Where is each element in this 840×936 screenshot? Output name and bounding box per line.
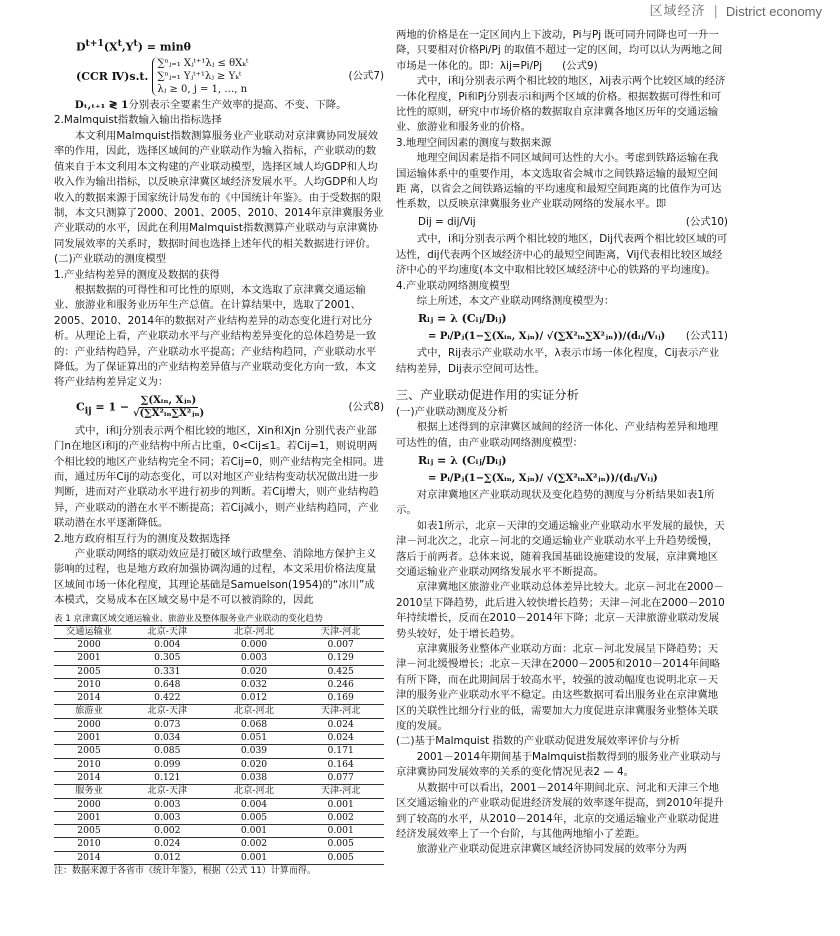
- section-3-paragraph-8: 旅游业产业联动促进京津冀区域经济协同发展的效率分为两: [416, 843, 687, 856]
- left-column: [54, 28, 384, 877]
- table-1-value-cell: 0.129: [297, 652, 384, 665]
- table-1-row: [54, 652, 384, 665]
- equation-11-line-2: [396, 329, 728, 344]
- table-1-body: [54, 625, 384, 864]
- table-1-value-cell: 0.001: [297, 798, 384, 811]
- table-1-header-row: [54, 705, 384, 718]
- equation-11-explanation: 式中，Rij表示产业联动水平，λ表示市场一体化程度，Cij表示产业结构差异，Dij表示空间可达性。: [396, 347, 720, 375]
- equation-7-constraints: [54, 57, 248, 96]
- table-1-value-cell: 0.002: [297, 811, 384, 824]
- table-1-value-cell: 0.024: [124, 838, 211, 851]
- table-1-row: [54, 745, 384, 758]
- subsection-3-paragraph: 地理空间因素是指不同区域间可达性的大小。考虑到铁路运输在我国运输体系中的重要作用，本文选取省会城市之间铁路运输的最短空间距 离，以省会之间铁路运输的平均速度和最短空间距离的比值作为可达性系数，以反映京津冀服务业产业联动网络的发展水平。即: [396, 152, 722, 211]
- section-3-sub-1-title: (一)产业联动测度及分析: [396, 405, 509, 418]
- table-1-value-cell: 0.425: [297, 665, 384, 678]
- right-column: [396, 28, 728, 858]
- table-1-year-cell: 2000: [54, 638, 124, 651]
- subsection-4-title: 4.产业联动网络测度模型: [396, 279, 510, 292]
- constraint-3: λⱼ ≥ 0, j = 1, …, n: [157, 84, 248, 96]
- eq11-line-2: = Pᵢ/Pⱼ(1−∑(Xᵢₙ, Xⱼₙ)/ √(∑X²ᵢₙ∑X²ⱼₙ))/(dᵢⱼ/Vᵢⱼ): [428, 330, 666, 342]
- table-1-note: 注：数据来源于各省市《统计年鉴》，根据（公式 11）计算而得。: [54, 866, 316, 876]
- table-1-value-cell: 0.001: [211, 825, 298, 838]
- table-1-value-cell: 0.004: [124, 638, 211, 651]
- table-1-row: [54, 771, 384, 784]
- eq7-symbol: D: [76, 40, 86, 54]
- table-1-value-cell: 0.012: [124, 851, 211, 864]
- equation-10-body: Dij = dij/Vij: [418, 215, 476, 228]
- equation-11-line-1: [396, 311, 728, 326]
- table-1-value-cell: 0.024: [297, 718, 384, 731]
- section-3-paragraph-3: 如表1所示，北京－天津的交通运输业产业联动水平发展的最快，天津－河北次之，北京－河北的交通运输业产业联动水平上升趋势缓慢，落后于前两者。总体来说，随着我国基础设施建设的发展，京津冀地区交通运输业产业联动网络发展水平不断提高。: [396, 519, 725, 578]
- eq7-sup: t+1: [85, 38, 104, 49]
- eq12-line-2: = Pᵢ/Pⱼ(1−∑(Xᵢₙ, Xⱼₙ)/ √(∑X²ᵢₙX²ⱼₙ))/(dᵢⱼ/Vᵢⱼ): [428, 472, 658, 484]
- eq8-symbol: C: [76, 400, 85, 414]
- table-1-value-cell: 0.246: [297, 678, 384, 691]
- equation-12-line-2: [396, 471, 728, 486]
- eq8-fraction: [133, 395, 204, 420]
- table-1-column-header: 北京-河北: [211, 625, 298, 638]
- table-1-value-cell: 0.000: [211, 638, 298, 651]
- equation-9-tag: (公式9): [562, 59, 598, 72]
- constraint-1: ∑ⁿⱼ₌₁ Xⱼᵗ⁺¹λⱼ ≤ θXₖᵗ: [157, 58, 249, 70]
- table-1-year-cell: 2010: [54, 758, 124, 771]
- section-3-sub-2-title: (二)基于Malmquist 指数的产业联动促进发展效率评价与分析: [396, 735, 680, 748]
- table-1-value-cell: 0.099: [124, 758, 211, 771]
- table-1-value-cell: 0.034: [124, 732, 211, 745]
- header-section-en: District economy: [725, 4, 822, 20]
- table-1-row: [54, 825, 384, 838]
- table-1-value-cell: 0.073: [124, 718, 211, 731]
- table-1-column-header: 北京-河北: [211, 785, 298, 798]
- eq8-denominator: √(∑X²ᵢₙ∑X²ⱼₙ): [132, 407, 205, 419]
- table-1-value-cell: 0.121: [124, 771, 211, 784]
- table-1-row: [54, 678, 384, 691]
- section-2-paragraph: 本文利用Malmquist指数测算服务业产业联动对京津冀协同发展效率的作用，因此，选择区域间的产业联动作为输入指标，产业联动的数值来自于本文利用本文构建的产业联动模型，选择区域人均GDP和人均收入作为输出指标，以反映京津冀区域经济发展水平。人均GDP和人均收入的数据来源于国家统计局发布的《中国统计年鉴》。由于受数据的限制，本文只测算了2000、2001、2005、2010、2014年京津冀服务业产业联动的水平，因此在利用Malmquist指数测算产业联动与京津冀协同发展效率的关系时，数据时间也选择上述年代的相关数据进行评价。: [54, 129, 384, 250]
- table-1-value-cell: 0.648: [124, 678, 211, 691]
- table-1-value-cell: 0.005: [211, 811, 298, 824]
- table-1-year-cell: 2005: [54, 745, 124, 758]
- table-1-value-cell: 0.002: [124, 825, 211, 838]
- section-3-paragraph-2: 对京津冀地区产业联动现状及变化趋势的测度与分析结果如表1所示。: [396, 488, 715, 517]
- section-3-paragraph-7: 从数据中可以看出，2001－2014年期间北京、河北和天津三个地区交通运输业的产业联动促进经济发展的效率逐年提高，到2010年提升到了较高的水平，从2010－2014年，北京的交通运输业产业联动促进经济发展效率上了一个台阶，与其他两地缩小了差距。: [396, 781, 724, 840]
- table-1-caption: 表 1 京津冀区域交通运输业、旅游业及整体服务业产业联动的变化趋势: [54, 613, 323, 624]
- table-1-year-cell: 2001: [54, 732, 124, 745]
- eq11-line-1: Rᵢⱼ = λ (Cᵢⱼ/Dᵢⱼ): [418, 312, 507, 326]
- table-1-row: [54, 798, 384, 811]
- eq8-sub: ij: [84, 405, 92, 417]
- eq8-eq: = 1 −: [91, 400, 133, 414]
- table-1-row: [54, 665, 384, 678]
- table-1-year-cell: 2000: [54, 798, 124, 811]
- table-1-value-cell: 0.004: [211, 798, 298, 811]
- eq7-args-sup2: t: [133, 38, 138, 49]
- table-1-value-cell: 0.003: [124, 798, 211, 811]
- table-1-header-row: [54, 785, 384, 798]
- table-1-year-cell: 2014: [54, 771, 124, 784]
- table-1-value-cell: 0.012: [211, 692, 298, 705]
- right-top-paragraph: [396, 28, 728, 74]
- subsection-2-1-paragraph: 根据数据的可得性和可比性的原则，本文选取了京津冀交通运输业、旅游业和服务业历年生产总值。在计算结果中，选取了2001、2005、2010、2014年的数据对产业结构差异的动态变化进行对比分析。从理论上看，产业联动水平与产业结构差异变化的总体趋势是一致的：产业结构趋异，产业联动水平提高；产业结构趋同，产业联动水平降低。为了保证算出的产业结构差异值与产业联动变化方向一致，本文将产业结构差异定义为：: [54, 283, 377, 389]
- table-1-column-header: 北京-天津: [124, 705, 211, 718]
- table-1-column-header: 北京-天津: [124, 625, 211, 638]
- eq7-args2: ,Y: [121, 40, 134, 54]
- table-1-row: [54, 811, 384, 824]
- price-text: 两地的价格是在一定区间内上下波动，Pi与Pj 既可同升同降也可一升一降，只要相对价格Pi/Pj 的取值不超过一定的区间，均可以认为两地之间市场是一体化的。即：λij=Pi/Pj: [396, 29, 723, 72]
- table-1-year-cell: 2001: [54, 811, 124, 824]
- table-1-row: [54, 718, 384, 731]
- table-1-column-header: 天津-河北: [297, 785, 384, 798]
- header-divider: |: [713, 4, 718, 20]
- table-1-value-cell: 0.331: [124, 665, 211, 678]
- running-header: [650, 2, 822, 22]
- table-1: [54, 613, 384, 865]
- equation-8-tag: (公式8): [348, 400, 384, 413]
- table-1-value-cell: 0.003: [124, 811, 211, 824]
- table-1-value-cell: 0.032: [211, 678, 298, 691]
- header-section-zh: 区域经济: [649, 4, 706, 20]
- table-1-value-cell: 0.005: [297, 851, 384, 864]
- section-3-paragraph-1: 根据上述得到的京津冀区域间的经济一体化、产业结构差异和地理可达性的值，由产业联动网络测度模型：: [396, 421, 719, 449]
- table-1-value-cell: 0.305: [124, 652, 211, 665]
- equation-7-lhs: [54, 36, 191, 55]
- equation-10: [396, 215, 728, 230]
- table-1-industry-label: 服务业: [54, 785, 124, 798]
- subsection-2-2-paragraph: 产业联动网络的联动效应是打破区域行政壁垒、消除地方保护主义影响的过程，也是地方政府加强协调沟通的过程，本文采用价格法度量区域间市场一体化程度，其理论基础是Samuelson(1954)的“冰川”成本模式，交易成本在区域交易中是不可以被消除的，因此: [54, 548, 377, 607]
- table-1-industry-label: 交通运输业: [54, 625, 124, 638]
- eq12-line-1: Rᵢⱼ = λ (Cᵢⱼ/Dᵢⱼ): [418, 454, 507, 468]
- table-1-value-cell: 0.005: [297, 838, 384, 851]
- subsection-4-paragraph: 综上所述，本文产业联动网络测度模型为：: [416, 294, 615, 307]
- eq7-args: (X: [103, 40, 118, 54]
- equation-12-line-1: [396, 453, 728, 468]
- section-3-paragraph-6: 2001－2014年期间基于Malmquist指数得到的服务业产业联动与京津冀协同发展效率的关系的变化情况见表2 — 4。: [396, 750, 721, 779]
- table-1-year-cell: 2000: [54, 718, 124, 731]
- section-3-paragraph-4: 京津冀地区旅游业产业联动总体差异比较大。北京－河北在2000－2010呈下降趋势，此后进入较快增长趋势；天津－河北在2000－2010年持续增长，反而在2010－2014年下降；北京－天津旅游业联动发展势头较好，处于增长趋势。: [396, 581, 725, 640]
- table-1-row: [54, 638, 384, 651]
- table-1-row: [54, 758, 384, 771]
- equation-9-explanation: 式中，i和j分别表示两个相比较的地区，λij表示两个比较区域的经济一体化程度，Pi和Pj分别表示i和j两个区域的价格。根据数据可得性和可比性的原则，研究中市场价格的数据取自京津冀各地区历年的交通运输业、旅游业和服务业的价格。: [396, 75, 726, 134]
- table-1-value-cell: 0.039: [211, 745, 298, 758]
- table-1-row: [54, 692, 384, 705]
- table-1-value-cell: 0.051: [211, 732, 298, 745]
- table-1-value-cell: 0.422: [124, 692, 211, 705]
- section-3-paragraph-5: 京津冀服务业整体产业联动方面：北京－河北发展呈下降趋势；天津－河北缓慢增长；北京－天津在2000－2005和2010－2014年间略有所下降，而在此期间居于较高水平，较强的波动幅度也说明北京－天津的服务业产业联动水平不稳定。由这些数据可看出服务业在京津冀地区的关联性比细分行业的低，需要加大力度促进京津冀服务业整体关联度的发展。: [396, 643, 720, 733]
- table-1-year-cell: 2005: [54, 665, 124, 678]
- equation-10-explanation: 式中，i和j分别表示两个相比较的地区，Dij代表两个相比较区域的可达性，dij代表两个区域经济中心的最短空间距离，Vij代表相比较区域经济中心的平均速度(本文中取相比较区域经济中心的铁路的平均速度)。: [396, 233, 728, 277]
- table-1-row: [54, 838, 384, 851]
- table-1-value-cell: 0.038: [211, 771, 298, 784]
- table-1-year-cell: 2014: [54, 692, 124, 705]
- equation-10-tag: (公式10): [685, 215, 728, 228]
- table-1-year-cell: 2005: [54, 825, 124, 838]
- table-1-year-cell: 2010: [54, 838, 124, 851]
- equation-8-explanation: 式中，i和j分别表示两个相比较的地区，Xin和Xjn 分别代表产业部门n在地区i和j的产业结构中所占比重，0<Cij≤1。若Cij=1，则说明两个相比较的地区产业结构完全不同；若Cij=0，则产业结构完全相同。进而，通过历年Cij的动态变化，可以对地区产业结构变动状况做出进一步判断，进而对产业联动水平进行初步的判断。若Cij增大，则产业结构趋异，产业联动的潜在水平不断提高；若Cij减小，则产业结构趋同，产业联动潜在水平逐渐降低。: [54, 424, 384, 530]
- subsection-2-2-title: 2.地方政府相互行为的测度及数据选择: [54, 532, 231, 545]
- table-1-value-cell: 0.001: [211, 851, 298, 864]
- equation-7: [54, 36, 384, 55]
- table-1-value-cell: 0.007: [297, 638, 384, 651]
- table-1-column-header: 天津-河北: [297, 625, 384, 638]
- table-1-value-cell: 0.020: [211, 758, 298, 771]
- table-1-column-header: 天津-河北: [297, 705, 384, 718]
- table-1-value-cell: 0.085: [124, 745, 211, 758]
- equation-7-tag: (公式7): [348, 69, 384, 82]
- subsection-2-1-title: 1.产业结构差异的测度及数据的获得: [54, 268, 220, 281]
- table-1-value-cell: 0.003: [211, 652, 298, 665]
- table-1-value-cell: 0.164: [297, 758, 384, 771]
- table-1-value-cell: 0.077: [297, 771, 384, 784]
- equation-11-tag: (公式11): [685, 329, 728, 342]
- table-1-year-cell: 2014: [54, 851, 124, 864]
- eq7-note-text: 分别表示全要素生产效率的提高、不变、下降。: [128, 99, 347, 112]
- table-1-row: [54, 732, 384, 745]
- table-1-header-row: [54, 625, 384, 638]
- subsection-2-title: (二)产业联动的测度模型: [54, 253, 167, 266]
- eq7-note-symbol: Dₜ,ₜ₊₁ ≷ 1: [74, 99, 129, 112]
- constraint-system: [152, 57, 248, 96]
- section-2-title: 2.Malmquist指数输入输出指标选择: [54, 114, 222, 127]
- table-1-year-cell: 2010: [54, 678, 124, 691]
- section-3-title: 三、产业联动促进作用的实证分析: [396, 387, 579, 402]
- table-1-column-header: 北京-天津: [124, 785, 211, 798]
- table-1-row: [54, 851, 384, 864]
- table-1-industry-label: 旅游业: [54, 705, 124, 718]
- eq7-args3: ) = minθ: [137, 40, 191, 54]
- table-1-year-cell: 2001: [54, 652, 124, 665]
- eq7-note: [54, 98, 384, 113]
- subsection-3-title: 3.地理空间因素的测度与数据来源: [396, 136, 552, 149]
- eq7-args-sup: t: [117, 38, 122, 49]
- table-1-value-cell: 0.169: [297, 692, 384, 705]
- eq8-numerator: ∑(Xᵢₙ, Xⱼₙ): [140, 394, 197, 406]
- table-1-value-cell: 0.024: [297, 732, 384, 745]
- equation-8-body: [54, 395, 204, 420]
- equation-7-system: [54, 57, 384, 96]
- table-1-value-cell: 0.068: [211, 718, 298, 731]
- equation-8: [54, 395, 384, 420]
- table-1-value-cell: 0.002: [211, 838, 298, 851]
- constraint-2: ∑ⁿⱼ₌₁ Yⱼᵗ⁺¹λⱼ ≥ Yₖᵗ: [157, 71, 242, 83]
- table-1-value-cell: 0.001: [297, 825, 384, 838]
- ccr-label: (CCR Ⅳ)s.t.: [76, 69, 149, 83]
- table-1-value-cell: 0.020: [211, 665, 298, 678]
- table-1-value-cell: 0.171: [297, 745, 384, 758]
- table-1-column-header: 北京-河北: [211, 705, 298, 718]
